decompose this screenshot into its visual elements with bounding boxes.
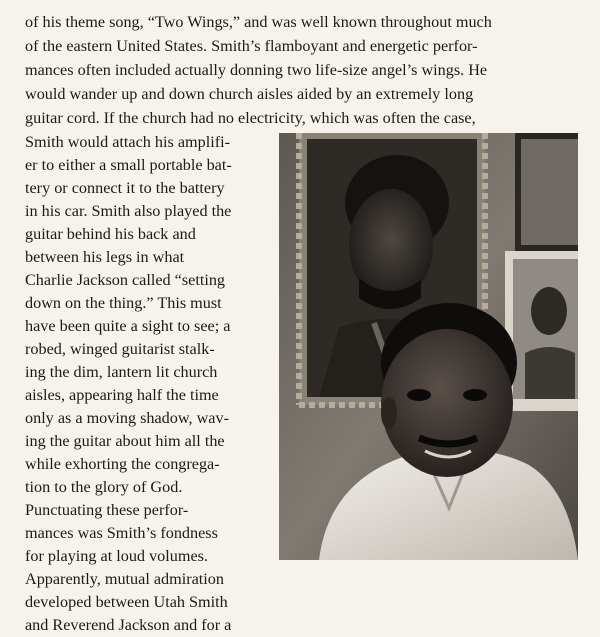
text-line: guitar cord. If the church had no electricity, which was often the case, bbox=[25, 109, 476, 127]
text-line: while exhorting the congrega- bbox=[25, 455, 220, 473]
text-line: mances was Smith’s fondness bbox=[25, 524, 218, 542]
text-line: of his theme song, “Two Wings,” and was well known throughout much bbox=[25, 13, 492, 31]
text-line: would wander up and down church aisles aided by an extremely long bbox=[25, 85, 474, 103]
text-line: mances often included actually donning two life-size angel’s wings. He bbox=[25, 61, 488, 79]
text-line: only as a moving shadow, wav- bbox=[25, 409, 229, 427]
text-line: ing the dim, lantern lit church bbox=[25, 363, 218, 381]
text-line: aisles, appearing half the time bbox=[25, 386, 219, 404]
text-line: Charlie Jackson called “setting bbox=[25, 271, 226, 289]
text-line: Punctuating these perfor- bbox=[25, 501, 189, 519]
text-line: for playing at loud volumes. bbox=[25, 547, 208, 565]
portrait-photo bbox=[279, 133, 578, 560]
text-line: in his car. Smith also played the bbox=[25, 202, 232, 220]
text-line: guitar behind his back and bbox=[25, 225, 196, 243]
text-line: er to either a small portable bat- bbox=[25, 156, 232, 174]
text-line: tion to the glory of God. bbox=[25, 478, 183, 496]
text-line: developed between Utah Smith bbox=[25, 593, 228, 611]
text-line: and Reverend Jackson and for a bbox=[25, 616, 232, 634]
text-line: Apparently, mutual admiration bbox=[25, 570, 224, 588]
text-line: robed, winged guitarist stalk- bbox=[25, 340, 215, 358]
text-line: ing the guitar about him all the bbox=[25, 432, 225, 450]
text-line: Smith would attach his amplifi- bbox=[25, 133, 231, 151]
text-line: have been quite a sight to see; a bbox=[25, 317, 231, 335]
text-line: between his legs in what bbox=[25, 248, 185, 266]
text-line: of the eastern United States. Smith’s flamboyant and energetic perfor- bbox=[25, 37, 478, 55]
text-line: tery or connect it to the battery bbox=[25, 179, 225, 197]
text-line: down on the thing.” This must bbox=[25, 294, 222, 312]
